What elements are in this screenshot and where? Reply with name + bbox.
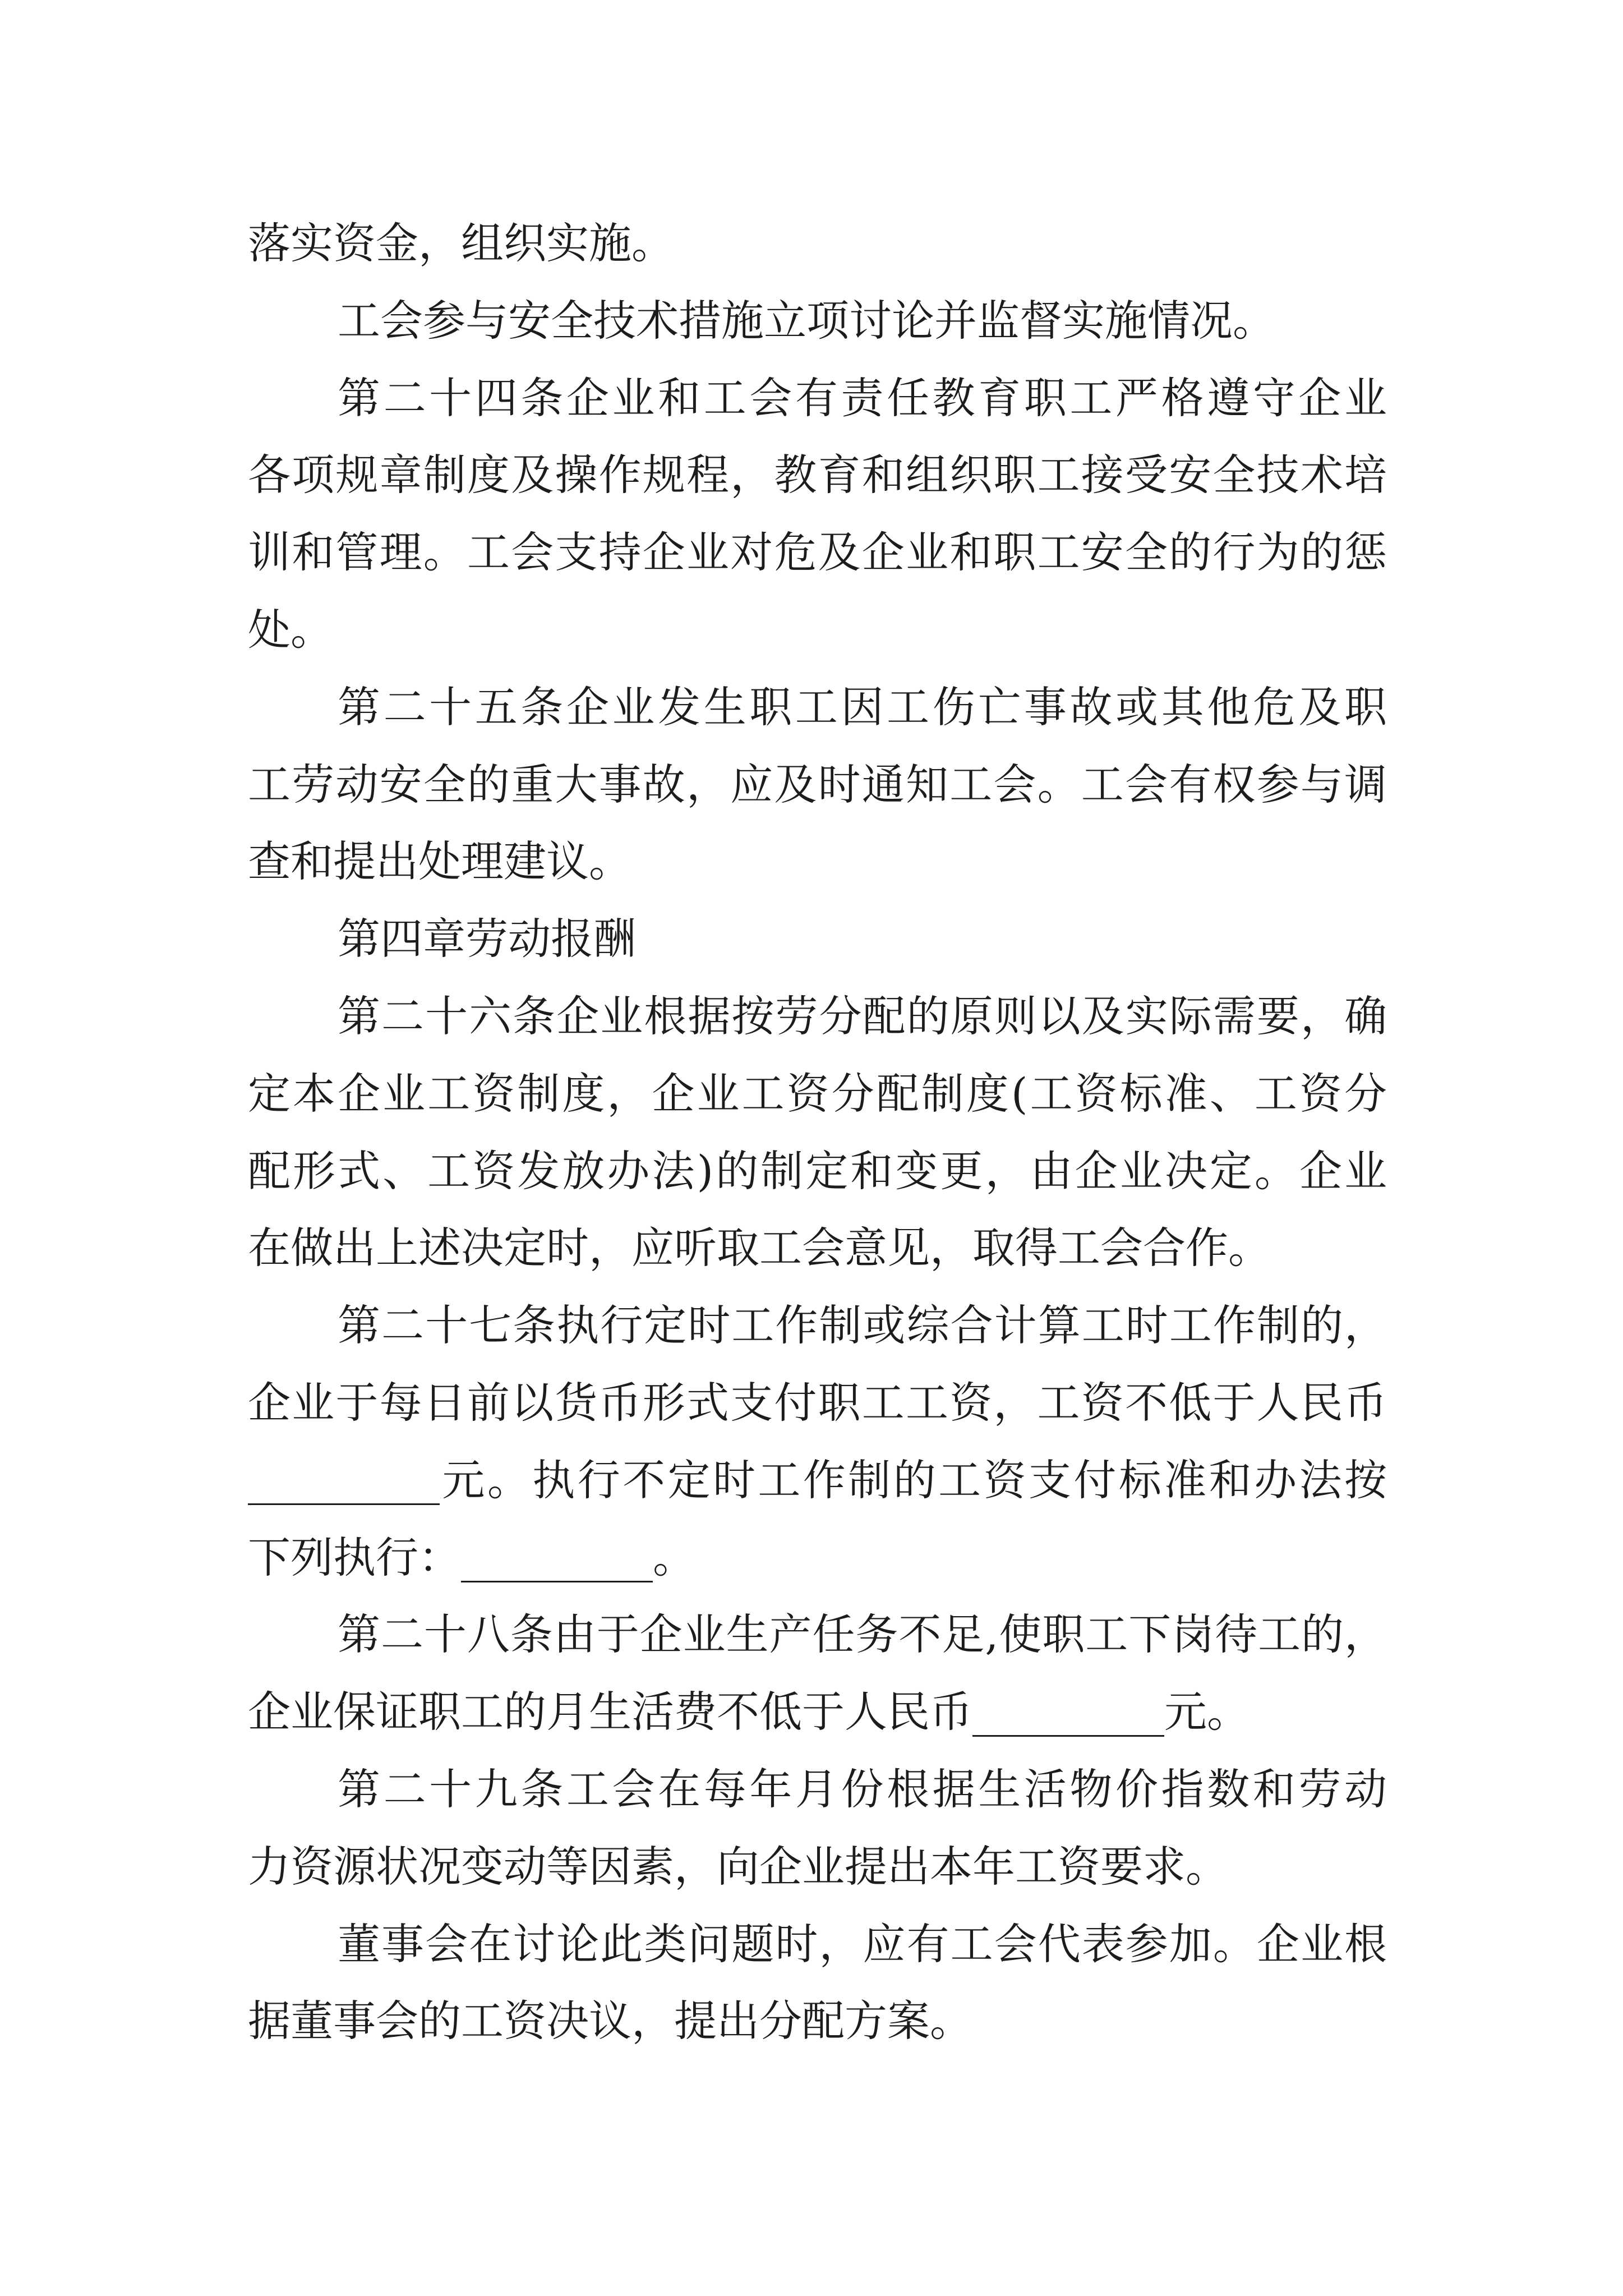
text-line: 落实资金，组织实施。 (248, 218, 674, 268)
text-line: 配形式、工资发放办法)的制定和变更，由企业决定。企业 (248, 1145, 1387, 1196)
article-28 (248, 1596, 1387, 1751)
document-body (248, 205, 1387, 2060)
paragraph-continuation (248, 205, 1387, 282)
paragraph-board-of-directors (248, 1906, 1387, 2060)
article-25 (248, 669, 1387, 900)
text-line: 工劳动安全的重大事故，应及时通知工会。工会有权参与调 (248, 759, 1387, 809)
text-line: _________元。执行不定时工作制的工资支付标准和办法按 (248, 1455, 1387, 1505)
text-line: 企业于每日前以货币形式支付职工工资，工资不低于人民币 (248, 1377, 1387, 1428)
text-line: 工会参与安全技术措施立项讨论并监督实施情况。 (338, 295, 1275, 346)
text-line: 企业保证职工的月生活费不低于人民币_________元。 (248, 1687, 1249, 1737)
chapter-4-heading (248, 900, 1387, 978)
chapter-heading: 第四章劳动报酬 (338, 914, 636, 964)
text-line: 第二十八条由于企业生产任务不足,使职工下岗待工的， (338, 1609, 1387, 1660)
text-line: 在做出上述决定时，应听取工会意见，取得工会合作。 (248, 1223, 1271, 1273)
text-line: 训和管理。工会支持企业对危及企业和职工安全的行为的惩 (248, 527, 1387, 578)
text-line: 第二十四条企业和工会有责任教育职工严格遵守企业 (338, 372, 1387, 423)
text-line: 第二十七条执行定时工作制或综合计算工时工作制的， (338, 1300, 1387, 1351)
text-line: 各项规章制度及操作规程，教育和组织职工接受安全技术培 (248, 450, 1387, 500)
text-line: 查和提出处理建议。 (248, 836, 631, 887)
article-26 (248, 978, 1387, 1287)
text-line: 第二十六条企业根据按劳分配的原则以及实际需要，确 (338, 991, 1387, 1041)
text-line: 董事会在讨论此类问题时，应有工会代表参加。企业根 (338, 1918, 1387, 1969)
text-line: 处。 (248, 604, 333, 655)
paragraph-union-participation (248, 282, 1387, 360)
text-line: 据董事会的工资决议，提出分配方案。 (248, 1996, 972, 2046)
text-line: 力资源状况变动等因素，向企业提出本年工资要求。 (248, 1841, 1228, 1892)
text-line: 定本企业工资制度，企业工资分配制度(工资标准、工资分 (248, 1068, 1387, 1119)
article-24 (248, 360, 1387, 669)
text-line: 第二十九条工会在每年月份根据生活物价指数和劳动 (338, 1764, 1387, 1814)
text-line: 下列执行：_________。 (248, 1532, 695, 1582)
text-line: 第二十五条企业发生职工因工伤亡事故或其他危及职 (338, 682, 1387, 732)
article-29 (248, 1751, 1387, 1906)
article-27 (248, 1287, 1387, 1596)
